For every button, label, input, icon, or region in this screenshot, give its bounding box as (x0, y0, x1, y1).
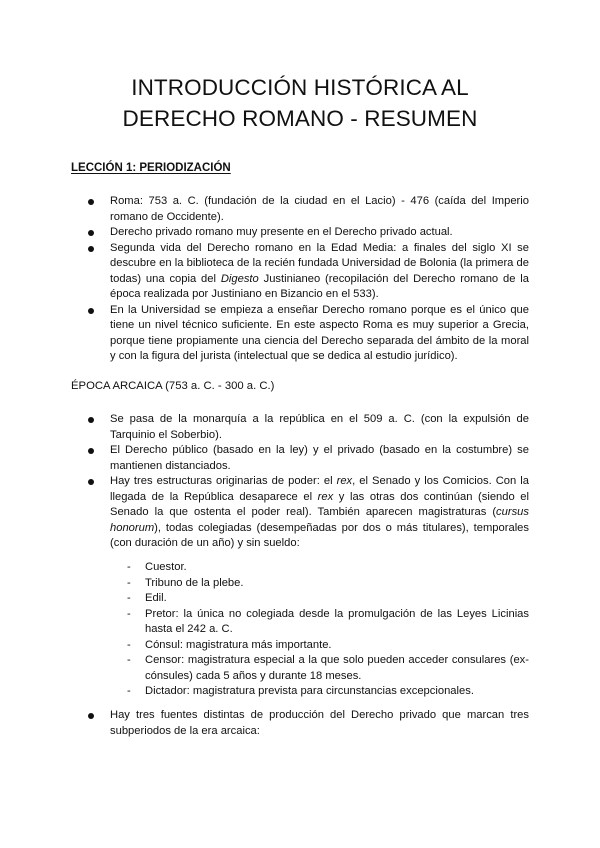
list-item (0, 303, 529, 365)
list-item-text: El Derecho público (basado en la ley) y el privado (basado en la costumbre) se mantienen distanciados. (110, 444, 529, 472)
list-item (0, 194, 529, 225)
dash-icon: - (127, 592, 131, 604)
title-line-2: DERECHO ROMANO - RESUMEN (122, 106, 478, 131)
bullet-icon (88, 308, 94, 314)
list-item (0, 684, 529, 700)
list-item-text: Censor: magistratura especial a la que solo pueden acceder consulares (ex-cónsules) cada 5 años y durante 18 meses. (145, 654, 529, 682)
list-item-text: Se pasa de la monarquía a la república en el 509 a. C. (con la expulsión de Tarquinio el Soberbio). (110, 413, 529, 441)
section-heading: ÉPOCA ARCAICA (753 a. C. - 300 a. C.) (71, 380, 275, 392)
list-item (0, 443, 529, 474)
bullet-icon (88, 230, 94, 236)
list-item-text: En la Universidad se empieza a enseñar Derecho romano porque es el único que tiene un nivel técnico suficiente. En este aspecto Roma es muy superior a Grecia, porque tiene propiamente una ciencia del Derecho separada del ámbito de la moral y con la figura del jurista (intelectual que se dedica al estudio jurídico). (110, 303, 529, 362)
emphasis-text: Digesto (220, 272, 259, 285)
emphasis-text: rex (336, 475, 353, 487)
dash-icon: - (127, 638, 131, 651)
bullet-icon (88, 417, 94, 423)
bullet-icon (88, 448, 94, 454)
dash-icon: - (127, 654, 131, 666)
list-item (0, 474, 529, 552)
list-item (0, 576, 529, 592)
list-item (0, 591, 529, 607)
lesson-heading: LECCIÓN 1: PERIODIZACIÓN (71, 162, 231, 174)
list-item (0, 653, 529, 684)
list-item-text: Pretor: la única no colegiada desde la promulgación de las Leyes Licinias hasta el 242 a. C. (145, 607, 529, 635)
bullet-icon (88, 479, 94, 485)
list-item-text: Cuestor. (145, 561, 187, 573)
lesson1-bullet-list (0, 194, 529, 365)
list-item-text: , el Senado y los Comicios. Con la llegada de la República desaparece el (110, 475, 529, 503)
list-item-text: Justinianeo (recopilación del Derecho romano de la época realizada por Justiniano en Bizancio en el 533). (110, 272, 529, 300)
list-item-text: Cónsul: magistratura más importante. (145, 638, 332, 651)
bullet-icon (88, 199, 94, 205)
list-item-text: Roma: 753 a. C. (fundación de la ciudad en el Lacio) - 476 (caída del Imperio romano de Occidente). (110, 195, 529, 223)
bullet-icon (88, 246, 94, 252)
list-item (0, 560, 529, 576)
list-item-text: Hay tres estructuras originarias de poder: el (110, 475, 337, 487)
list-item (0, 638, 529, 654)
epoca-bullet-list-2 (0, 708, 529, 739)
title-line-1: INTRODUCCIÓN HISTÓRICA AL (131, 75, 469, 100)
list-item (0, 225, 529, 241)
bullet-icon (88, 713, 94, 719)
magistraturas-list (0, 560, 529, 700)
list-item-text: Dictador: magistratura prevista para circunstancias excepcionales. (145, 685, 474, 697)
dash-icon: - (127, 607, 131, 620)
emphasis-text: cursus honorum (110, 506, 529, 534)
document-title (0, 72, 600, 134)
list-item-text: Segunda vida del Derecho romano en la Edad Media: a finales del siglo XI se descubre en la biblioteca de la recién fundada Universidad de Bolonia (la primera de todas) una copia del (110, 241, 529, 285)
list-item-text: ), todas colegiadas (desempeñadas por dos o más titulares), temporales (con duración de un año) y sin sueldo: (110, 521, 529, 549)
list-item (0, 412, 529, 443)
list-item (0, 708, 529, 739)
list-item (0, 607, 529, 638)
dash-icon: - (127, 576, 131, 589)
epoca-bullet-list (0, 412, 529, 552)
list-item-text: Hay tres fuentes distintas de producción del Derecho privado que marcan tres subperiodos de la era arcaica: (110, 709, 529, 737)
list-item-text: Derecho privado romano muy presente en el Derecho privado actual. (110, 226, 453, 238)
list-item-text: y las otras dos continúan (siendo el Senado la que ostenta el poder real). También aparecen magistraturas ( (110, 490, 529, 518)
dash-icon: - (127, 685, 131, 697)
list-item (0, 241, 529, 303)
list-item-text: Tribuno de la plebe. (145, 576, 244, 589)
emphasis-text: rex (317, 490, 334, 503)
list-item-text: Edil. (145, 592, 167, 604)
dash-icon: - (127, 561, 131, 573)
